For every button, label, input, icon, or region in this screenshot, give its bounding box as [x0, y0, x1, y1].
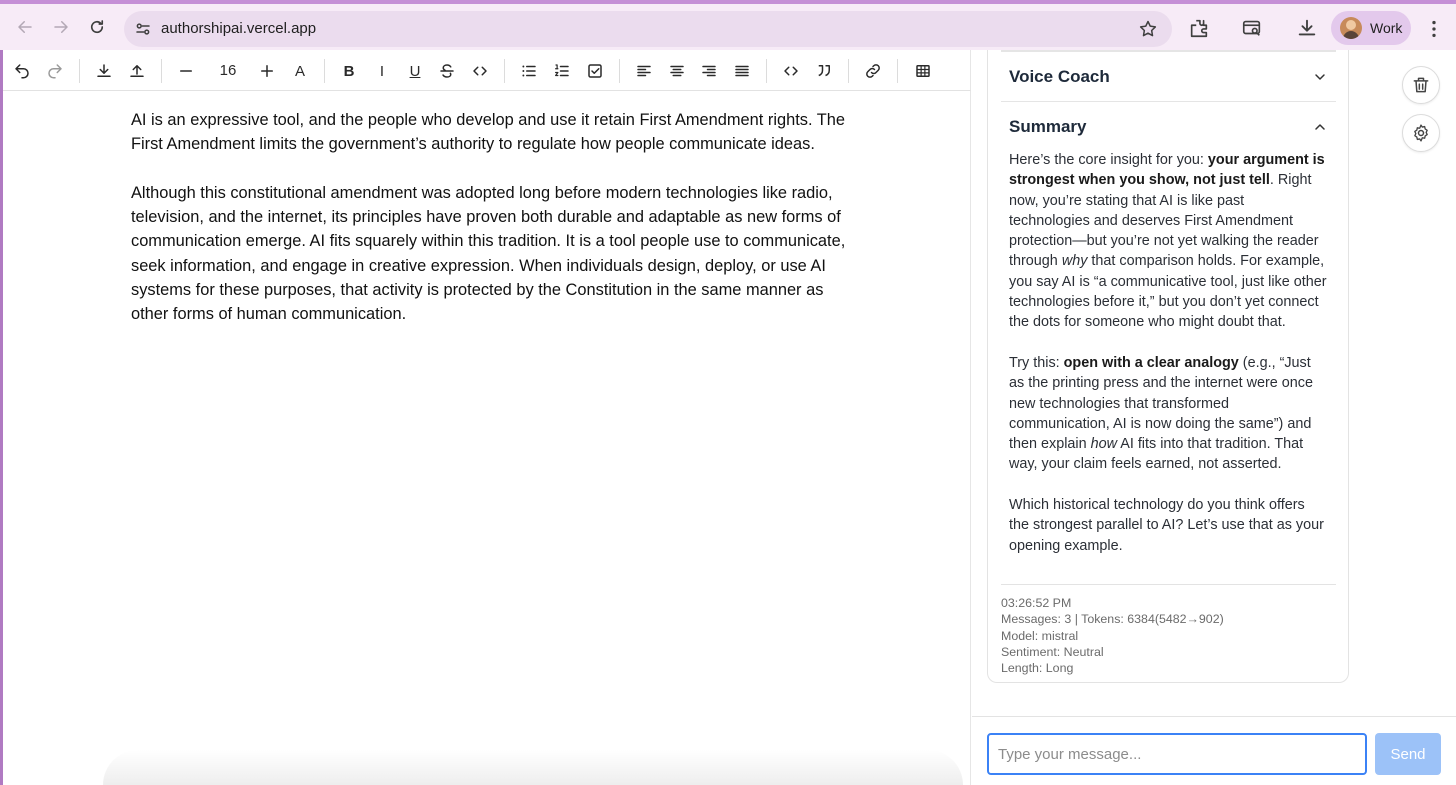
summary-text-run: AI fits into that tradition. That way, your claim feels earned, not asserted. — [1009, 436, 1304, 473]
summary-emphasis: open with a clear analogy — [1063, 354, 1239, 371]
align-justify-button[interactable] — [731, 60, 753, 82]
gear-icon — [1411, 123, 1431, 143]
link-icon — [864, 62, 882, 80]
quote-icon — [815, 62, 833, 80]
feedback-card — [987, 50, 1349, 683]
editor-bottom-shadow — [103, 750, 963, 785]
meta-messages-tokens: Messages: 3 | Tokens: 6384(5482→902) — [1001, 612, 1224, 627]
document-body[interactable] — [131, 108, 851, 351]
back-button[interactable] — [10, 12, 40, 42]
meta-sentiment: Sentiment: Neutral — [1001, 644, 1104, 659]
summary-italic: why — [1061, 253, 1088, 270]
toolbar-divider — [324, 59, 325, 83]
cast-search-icon[interactable] — [1241, 17, 1263, 39]
font-size-increase-button[interactable] — [256, 60, 278, 82]
toolbar-divider — [504, 59, 505, 83]
arrow-right-icon — [52, 18, 70, 36]
summary-text-run: that comparison holds. For example, you say AI is “a communicative tool, just like other technologies before it,” but you don’t yet connect the dots for someone who might doubt that. — [1009, 253, 1327, 331]
font-size-value[interactable]: 16 — [219, 62, 237, 79]
align-left-button[interactable] — [633, 60, 655, 82]
summary-body — [1009, 150, 1327, 576]
message-metadata — [1001, 584, 1336, 676]
profile-label: Work — [1370, 20, 1403, 36]
app-page — [3, 50, 1456, 785]
summary-italic: how — [1090, 436, 1118, 453]
delete-button[interactable] — [1402, 66, 1440, 104]
downloads-icon[interactable] — [1296, 17, 1318, 39]
bullet-list-button[interactable] — [518, 60, 540, 82]
summary-text-run: Try this: — [1009, 354, 1064, 371]
url-text[interactable]: authorshipai.vercel.app — [161, 20, 317, 37]
toolbar-divider — [848, 59, 849, 83]
code-block-icon — [782, 62, 800, 80]
toolbar-divider — [766, 59, 767, 83]
meta-length: Length: Long — [1001, 661, 1074, 676]
upload-icon — [128, 62, 146, 80]
forward-button[interactable] — [46, 12, 76, 42]
arrow-left-icon — [16, 18, 34, 36]
editor-toolbar — [3, 50, 971, 91]
align-left-icon — [635, 62, 653, 80]
reload-button[interactable] — [82, 12, 112, 42]
align-center-button[interactable] — [666, 60, 688, 82]
numbered-list-icon — [553, 62, 571, 80]
bookmark-star-icon[interactable] — [1138, 19, 1158, 39]
meta-model: Model: mistral — [1001, 628, 1079, 643]
site-settings-icon[interactable] — [134, 20, 152, 38]
send-button[interactable]: Send — [1375, 733, 1441, 775]
undo-icon — [13, 62, 31, 80]
bullet-list-icon — [520, 62, 538, 80]
inline-code-button[interactable] — [469, 60, 491, 82]
toolbar-divider — [161, 59, 162, 83]
underline-button[interactable]: U — [409, 62, 421, 80]
align-right-button[interactable] — [698, 60, 720, 82]
avatar — [1340, 17, 1362, 39]
document-paragraph[interactable]: Although this constitutional amendment was adopted long before modern technologies like radio, television, and the internet, its principles have proven both durable and adaptable as new forms of communication emerge. AI fits squarely within this tradition. It is a tool people use to communicate, seek information, and engage in creative expression. When individuals design, deploy, or use AI systems for these purposes, that activity is protected by the Constitution in the same manner as other forms of human communication. — [131, 183, 846, 324]
numbered-list-button[interactable] — [551, 60, 573, 82]
summary-paragraph — [1009, 353, 1327, 475]
insert-link-button[interactable] — [862, 60, 884, 82]
summary-text-run: . Right now, you’re stating that AI is like past technologies and deserves First Amendment protection—but you’re not yet walking the reader through — [1009, 172, 1319, 270]
download-icon — [95, 62, 113, 80]
upload-button[interactable] — [126, 60, 148, 82]
code-block-button[interactable] — [780, 60, 802, 82]
trash-icon — [1411, 75, 1431, 95]
editor-pane — [3, 50, 971, 785]
bold-button[interactable]: B — [343, 62, 355, 80]
browser-toolbar — [0, 0, 1456, 50]
align-center-icon — [668, 62, 686, 80]
insert-table-button[interactable] — [912, 60, 934, 82]
strikethrough-button[interactable] — [436, 60, 458, 82]
summary-emphasis: your argument is strongest when you show, not just tell — [1009, 152, 1325, 189]
font-size-decrease-button[interactable] — [175, 60, 197, 82]
extensions-puzzle-icon[interactable] — [1188, 17, 1210, 39]
more-menu-icon[interactable] — [1422, 18, 1446, 40]
summary-text-run: (e.g., “Just as the printing press and the internet were once new technologies that transformed communication, AI is now doing the same”) and then explain — [1009, 354, 1313, 453]
strikethrough-icon — [438, 62, 456, 80]
summary-text-run: Here’s the core insight for you: — [1009, 152, 1208, 168]
download-button[interactable] — [93, 60, 115, 82]
minus-icon — [177, 62, 195, 80]
message-composer — [972, 716, 1456, 785]
summary-section-header[interactable] — [1001, 102, 1336, 152]
summary-paragraph: Which historical technology do you think offers the strongest parallel to AI? Let’s use that as your opening example. — [1009, 497, 1324, 554]
plus-icon — [258, 62, 276, 80]
undo-button[interactable] — [11, 60, 33, 82]
chevron-up-icon — [1312, 119, 1328, 135]
summary-title: Summary — [1009, 117, 1087, 136]
toolbar-divider — [79, 59, 80, 83]
settings-button[interactable] — [1402, 114, 1440, 152]
profile-button[interactable] — [1331, 11, 1411, 45]
align-right-icon — [700, 62, 718, 80]
chevron-down-icon — [1312, 69, 1328, 85]
code-icon — [471, 62, 489, 80]
voice-coach-section-header[interactable] — [1001, 52, 1336, 102]
message-input[interactable] — [987, 733, 1367, 775]
toolbar-divider — [619, 59, 620, 83]
toolbar-divider — [897, 59, 898, 83]
redo-button[interactable] — [44, 60, 66, 82]
document-paragraph[interactable]: AI is an expressive tool, and the people who develop and use it retain First Amendment rights. The First Amendment limits the government’s authority to regulate how people communicate ideas. — [131, 111, 846, 154]
blockquote-button[interactable] — [813, 60, 835, 82]
voice-coach-title: Voice Coach — [1009, 67, 1110, 86]
redo-icon — [46, 62, 64, 80]
meta-timestamp: 03:26:52 PM — [1001, 596, 1072, 610]
font-color-button[interactable]: A — [294, 62, 305, 80]
checkbox-icon — [586, 62, 604, 80]
checklist-button[interactable] — [584, 60, 606, 82]
assistant-panel — [972, 50, 1456, 785]
summary-paragraph — [1009, 150, 1327, 333]
table-icon — [914, 62, 932, 80]
align-justify-icon — [733, 62, 751, 80]
address-bar[interactable] — [124, 11, 1172, 47]
reload-icon — [88, 18, 106, 36]
italic-button[interactable]: I — [379, 62, 385, 80]
